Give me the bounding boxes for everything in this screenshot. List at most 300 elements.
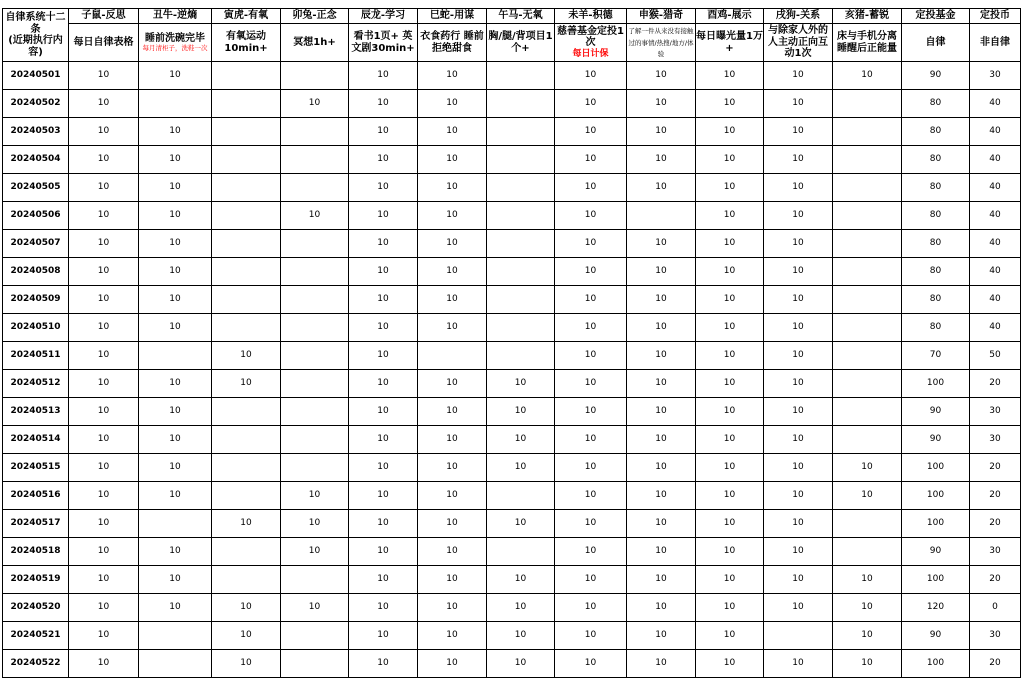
column-header-name[interactable]: 午马-无氧 bbox=[487, 9, 555, 24]
score-cell[interactable]: 10 bbox=[349, 650, 418, 678]
score-cell[interactable] bbox=[487, 202, 555, 230]
score-cell[interactable]: 10 bbox=[555, 566, 627, 594]
score-cell[interactable]: 10 bbox=[69, 62, 139, 90]
score-cell[interactable]: 10 bbox=[627, 258, 696, 286]
score-cell[interactable] bbox=[212, 90, 281, 118]
date-cell[interactable]: 20240516 bbox=[3, 482, 69, 510]
score-cell[interactable] bbox=[281, 258, 349, 286]
column-header-name[interactable]: 亥猪-蓄锐 bbox=[833, 9, 902, 24]
score-cell[interactable]: 10 bbox=[418, 566, 487, 594]
score-cell[interactable] bbox=[212, 454, 281, 482]
score-cell[interactable]: 10 bbox=[349, 566, 418, 594]
score-cell[interactable] bbox=[833, 426, 902, 454]
score-cell[interactable] bbox=[281, 342, 349, 370]
score-cell[interactable]: 10 bbox=[627, 314, 696, 342]
score-cell[interactable]: 40 bbox=[970, 314, 1021, 342]
score-cell[interactable] bbox=[139, 622, 212, 650]
score-cell[interactable]: 40 bbox=[970, 202, 1021, 230]
score-cell[interactable]: 10 bbox=[487, 398, 555, 426]
score-cell[interactable]: 100 bbox=[902, 482, 970, 510]
score-cell[interactable]: 80 bbox=[902, 258, 970, 286]
score-cell[interactable]: 10 bbox=[764, 454, 833, 482]
score-cell[interactable] bbox=[487, 118, 555, 146]
score-cell[interactable]: 10 bbox=[349, 342, 418, 370]
score-cell[interactable]: 10 bbox=[139, 566, 212, 594]
score-cell[interactable]: 10 bbox=[418, 370, 487, 398]
date-cell[interactable]: 20240503 bbox=[3, 118, 69, 146]
score-cell[interactable]: 10 bbox=[696, 62, 764, 90]
column-header-name[interactable]: 申猴-猎奇 bbox=[627, 9, 696, 24]
score-cell[interactable] bbox=[833, 118, 902, 146]
score-cell[interactable]: 10 bbox=[418, 90, 487, 118]
score-cell[interactable]: 10 bbox=[281, 90, 349, 118]
score-cell[interactable]: 10 bbox=[139, 202, 212, 230]
score-cell[interactable]: 10 bbox=[281, 510, 349, 538]
score-cell[interactable]: 10 bbox=[555, 510, 627, 538]
score-cell[interactable]: 10 bbox=[418, 622, 487, 650]
score-cell[interactable] bbox=[212, 118, 281, 146]
score-cell[interactable]: 10 bbox=[696, 90, 764, 118]
score-cell[interactable]: 10 bbox=[696, 482, 764, 510]
score-cell[interactable]: 20 bbox=[970, 650, 1021, 678]
score-cell[interactable]: 10 bbox=[555, 398, 627, 426]
date-cell[interactable]: 20240513 bbox=[3, 398, 69, 426]
score-cell[interactable]: 10 bbox=[555, 146, 627, 174]
date-cell[interactable]: 20240519 bbox=[3, 566, 69, 594]
score-cell[interactable]: 10 bbox=[764, 202, 833, 230]
score-cell[interactable]: 10 bbox=[627, 342, 696, 370]
score-cell[interactable]: 10 bbox=[349, 426, 418, 454]
score-cell[interactable]: 10 bbox=[69, 538, 139, 566]
score-cell[interactable]: 10 bbox=[764, 118, 833, 146]
score-cell[interactable] bbox=[212, 258, 281, 286]
score-cell[interactable]: 10 bbox=[418, 594, 487, 622]
score-cell[interactable]: 40 bbox=[970, 146, 1021, 174]
score-cell[interactable] bbox=[281, 146, 349, 174]
score-cell[interactable]: 20 bbox=[970, 370, 1021, 398]
score-cell[interactable] bbox=[281, 118, 349, 146]
date-cell[interactable]: 20240506 bbox=[3, 202, 69, 230]
score-cell[interactable]: 10 bbox=[418, 118, 487, 146]
score-cell[interactable]: 10 bbox=[696, 650, 764, 678]
column-header-description[interactable] bbox=[970, 24, 1021, 62]
score-cell[interactable]: 10 bbox=[418, 230, 487, 258]
score-cell[interactable]: 10 bbox=[69, 230, 139, 258]
score-cell[interactable]: 10 bbox=[487, 510, 555, 538]
score-cell[interactable]: 10 bbox=[555, 90, 627, 118]
score-cell[interactable]: 10 bbox=[555, 202, 627, 230]
score-cell[interactable]: 10 bbox=[69, 118, 139, 146]
date-cell[interactable]: 20240520 bbox=[3, 594, 69, 622]
score-cell[interactable] bbox=[212, 482, 281, 510]
score-cell[interactable]: 40 bbox=[970, 118, 1021, 146]
score-cell[interactable]: 40 bbox=[970, 230, 1021, 258]
date-cell[interactable]: 20240505 bbox=[3, 174, 69, 202]
score-cell[interactable]: 10 bbox=[764, 146, 833, 174]
score-cell[interactable]: 10 bbox=[139, 230, 212, 258]
score-cell[interactable]: 10 bbox=[281, 482, 349, 510]
score-cell[interactable]: 10 bbox=[349, 174, 418, 202]
score-cell[interactable]: 10 bbox=[555, 650, 627, 678]
score-cell[interactable]: 10 bbox=[696, 202, 764, 230]
score-cell[interactable]: 10 bbox=[139, 118, 212, 146]
column-header-name[interactable]: 丑牛-逆熵 bbox=[139, 9, 212, 24]
score-cell[interactable]: 10 bbox=[696, 398, 764, 426]
score-cell[interactable]: 10 bbox=[487, 566, 555, 594]
score-cell[interactable]: 80 bbox=[902, 230, 970, 258]
score-cell[interactable]: 10 bbox=[418, 314, 487, 342]
score-cell[interactable]: 10 bbox=[139, 146, 212, 174]
score-cell[interactable] bbox=[212, 426, 281, 454]
score-cell[interactable]: 10 bbox=[418, 398, 487, 426]
score-cell[interactable]: 10 bbox=[69, 146, 139, 174]
column-header-description[interactable] bbox=[487, 24, 555, 62]
score-cell[interactable]: 10 bbox=[349, 538, 418, 566]
column-header-description[interactable] bbox=[69, 24, 139, 62]
date-cell[interactable]: 20240512 bbox=[3, 370, 69, 398]
score-cell[interactable]: 10 bbox=[139, 174, 212, 202]
score-cell[interactable]: 10 bbox=[69, 174, 139, 202]
score-cell[interactable]: 10 bbox=[69, 342, 139, 370]
date-cell[interactable]: 20240504 bbox=[3, 146, 69, 174]
score-cell[interactable]: 10 bbox=[69, 622, 139, 650]
score-cell[interactable] bbox=[212, 174, 281, 202]
score-cell[interactable]: 10 bbox=[555, 482, 627, 510]
score-cell[interactable]: 10 bbox=[696, 370, 764, 398]
score-cell[interactable] bbox=[281, 174, 349, 202]
date-cell[interactable]: 20240509 bbox=[3, 286, 69, 314]
score-cell[interactable]: 100 bbox=[902, 510, 970, 538]
score-cell[interactable] bbox=[833, 538, 902, 566]
score-cell[interactable] bbox=[833, 510, 902, 538]
score-cell[interactable] bbox=[487, 230, 555, 258]
score-cell[interactable] bbox=[764, 622, 833, 650]
score-cell[interactable] bbox=[212, 314, 281, 342]
score-cell[interactable]: 10 bbox=[555, 118, 627, 146]
score-cell[interactable]: 10 bbox=[349, 62, 418, 90]
score-cell[interactable]: 10 bbox=[696, 622, 764, 650]
column-header-description[interactable] bbox=[696, 24, 764, 62]
score-cell[interactable] bbox=[212, 538, 281, 566]
score-cell[interactable]: 10 bbox=[627, 594, 696, 622]
date-cell[interactable]: 20240517 bbox=[3, 510, 69, 538]
column-header-description[interactable] bbox=[833, 24, 902, 62]
score-cell[interactable] bbox=[833, 230, 902, 258]
score-cell[interactable]: 10 bbox=[696, 538, 764, 566]
score-cell[interactable]: 10 bbox=[349, 370, 418, 398]
score-cell[interactable]: 10 bbox=[349, 482, 418, 510]
score-cell[interactable]: 10 bbox=[212, 370, 281, 398]
score-cell[interactable] bbox=[627, 202, 696, 230]
score-cell[interactable]: 10 bbox=[69, 90, 139, 118]
score-cell[interactable]: 10 bbox=[349, 286, 418, 314]
score-cell[interactable]: 10 bbox=[764, 594, 833, 622]
column-header-description[interactable] bbox=[281, 24, 349, 62]
score-cell[interactable]: 10 bbox=[418, 286, 487, 314]
score-cell[interactable]: 30 bbox=[970, 622, 1021, 650]
date-cell[interactable]: 20240515 bbox=[3, 454, 69, 482]
score-cell[interactable]: 90 bbox=[902, 538, 970, 566]
score-cell[interactable]: 30 bbox=[970, 62, 1021, 90]
score-cell[interactable]: 90 bbox=[902, 426, 970, 454]
score-cell[interactable]: 10 bbox=[69, 314, 139, 342]
score-cell[interactable]: 80 bbox=[902, 314, 970, 342]
score-cell[interactable] bbox=[833, 258, 902, 286]
date-cell[interactable]: 20240518 bbox=[3, 538, 69, 566]
score-cell[interactable]: 10 bbox=[69, 370, 139, 398]
score-cell[interactable] bbox=[487, 146, 555, 174]
score-cell[interactable] bbox=[833, 314, 902, 342]
score-cell[interactable]: 10 bbox=[555, 594, 627, 622]
date-cell[interactable]: 20240522 bbox=[3, 650, 69, 678]
score-cell[interactable]: 10 bbox=[555, 426, 627, 454]
score-cell[interactable]: 90 bbox=[902, 62, 970, 90]
score-cell[interactable]: 10 bbox=[281, 202, 349, 230]
score-cell[interactable]: 10 bbox=[696, 286, 764, 314]
score-cell[interactable]: 10 bbox=[696, 314, 764, 342]
score-cell[interactable]: 10 bbox=[833, 482, 902, 510]
column-header-description[interactable] bbox=[418, 24, 487, 62]
score-cell[interactable]: 10 bbox=[349, 314, 418, 342]
score-cell[interactable]: 10 bbox=[627, 62, 696, 90]
score-cell[interactable]: 10 bbox=[281, 538, 349, 566]
score-cell[interactable]: 10 bbox=[833, 62, 902, 90]
score-cell[interactable]: 10 bbox=[696, 146, 764, 174]
score-cell[interactable] bbox=[281, 454, 349, 482]
score-cell[interactable]: 10 bbox=[418, 426, 487, 454]
score-cell[interactable]: 10 bbox=[696, 594, 764, 622]
score-cell[interactable]: 10 bbox=[764, 566, 833, 594]
score-cell[interactable]: 80 bbox=[902, 118, 970, 146]
score-cell[interactable]: 10 bbox=[139, 594, 212, 622]
score-cell[interactable] bbox=[212, 230, 281, 258]
score-cell[interactable]: 10 bbox=[764, 482, 833, 510]
score-cell[interactable]: 10 bbox=[349, 622, 418, 650]
score-cell[interactable]: 10 bbox=[833, 650, 902, 678]
score-cell[interactable]: 10 bbox=[833, 454, 902, 482]
score-cell[interactable]: 10 bbox=[418, 174, 487, 202]
score-cell[interactable] bbox=[139, 650, 212, 678]
score-cell[interactable]: 10 bbox=[139, 286, 212, 314]
score-cell[interactable]: 10 bbox=[418, 454, 487, 482]
score-cell[interactable]: 10 bbox=[627, 118, 696, 146]
score-cell[interactable]: 10 bbox=[764, 538, 833, 566]
score-cell[interactable] bbox=[487, 286, 555, 314]
score-cell[interactable]: 10 bbox=[349, 398, 418, 426]
column-header-name[interactable]: 定投币 bbox=[970, 9, 1021, 24]
score-cell[interactable] bbox=[281, 62, 349, 90]
column-header-description[interactable] bbox=[764, 24, 833, 62]
score-cell[interactable]: 10 bbox=[627, 174, 696, 202]
score-cell[interactable]: 10 bbox=[555, 286, 627, 314]
score-cell[interactable]: 10 bbox=[212, 594, 281, 622]
score-cell[interactable]: 10 bbox=[696, 258, 764, 286]
score-cell[interactable] bbox=[833, 146, 902, 174]
score-cell[interactable]: 90 bbox=[902, 622, 970, 650]
score-cell[interactable]: 100 bbox=[902, 454, 970, 482]
score-cell[interactable]: 20 bbox=[970, 510, 1021, 538]
column-header-name[interactable]: 戌狗-关系 bbox=[764, 9, 833, 24]
column-header-name[interactable]: 辰龙-学习 bbox=[349, 9, 418, 24]
score-cell[interactable]: 10 bbox=[418, 510, 487, 538]
score-cell[interactable]: 80 bbox=[902, 202, 970, 230]
score-cell[interactable] bbox=[281, 650, 349, 678]
date-cell[interactable]: 20240514 bbox=[3, 426, 69, 454]
score-cell[interactable]: 10 bbox=[764, 398, 833, 426]
score-cell[interactable]: 10 bbox=[418, 482, 487, 510]
score-cell[interactable]: 10 bbox=[69, 258, 139, 286]
score-cell[interactable]: 10 bbox=[764, 174, 833, 202]
score-cell[interactable]: 30 bbox=[970, 538, 1021, 566]
score-cell[interactable]: 10 bbox=[555, 370, 627, 398]
date-cell[interactable]: 20240501 bbox=[3, 62, 69, 90]
score-cell[interactable]: 10 bbox=[627, 398, 696, 426]
column-header-description[interactable] bbox=[555, 24, 627, 62]
score-cell[interactable] bbox=[833, 202, 902, 230]
score-cell[interactable]: 10 bbox=[627, 426, 696, 454]
score-cell[interactable] bbox=[487, 482, 555, 510]
score-cell[interactable]: 10 bbox=[349, 90, 418, 118]
score-cell[interactable]: 20 bbox=[970, 566, 1021, 594]
corner-title-cell[interactable] bbox=[3, 9, 69, 62]
score-cell[interactable]: 10 bbox=[349, 202, 418, 230]
score-cell[interactable]: 10 bbox=[627, 622, 696, 650]
score-cell[interactable]: 10 bbox=[212, 622, 281, 650]
column-header-description[interactable] bbox=[627, 24, 696, 62]
score-cell[interactable]: 10 bbox=[627, 566, 696, 594]
score-cell[interactable]: 10 bbox=[139, 370, 212, 398]
score-cell[interactable]: 10 bbox=[764, 258, 833, 286]
score-cell[interactable]: 10 bbox=[487, 650, 555, 678]
score-cell[interactable]: 10 bbox=[764, 230, 833, 258]
score-cell[interactable]: 10 bbox=[764, 370, 833, 398]
score-cell[interactable] bbox=[833, 342, 902, 370]
score-cell[interactable]: 10 bbox=[487, 426, 555, 454]
score-cell[interactable]: 70 bbox=[902, 342, 970, 370]
score-cell[interactable]: 10 bbox=[487, 622, 555, 650]
score-cell[interactable] bbox=[833, 370, 902, 398]
date-cell[interactable]: 20240511 bbox=[3, 342, 69, 370]
score-cell[interactable] bbox=[487, 62, 555, 90]
score-cell[interactable]: 10 bbox=[212, 510, 281, 538]
score-cell[interactable]: 10 bbox=[349, 594, 418, 622]
score-cell[interactable] bbox=[487, 314, 555, 342]
column-header-description[interactable] bbox=[349, 24, 418, 62]
score-cell[interactable] bbox=[281, 230, 349, 258]
score-cell[interactable]: 10 bbox=[627, 510, 696, 538]
score-cell[interactable]: 10 bbox=[627, 286, 696, 314]
score-cell[interactable]: 10 bbox=[139, 258, 212, 286]
score-cell[interactable]: 10 bbox=[833, 566, 902, 594]
score-cell[interactable]: 10 bbox=[627, 482, 696, 510]
score-cell[interactable] bbox=[487, 90, 555, 118]
score-cell[interactable]: 10 bbox=[627, 538, 696, 566]
score-cell[interactable]: 10 bbox=[696, 510, 764, 538]
score-cell[interactable]: 10 bbox=[69, 482, 139, 510]
score-cell[interactable]: 10 bbox=[418, 202, 487, 230]
score-cell[interactable]: 10 bbox=[696, 342, 764, 370]
score-cell[interactable]: 10 bbox=[627, 650, 696, 678]
score-cell[interactable]: 10 bbox=[349, 230, 418, 258]
score-cell[interactable]: 10 bbox=[696, 426, 764, 454]
score-cell[interactable]: 10 bbox=[418, 650, 487, 678]
score-cell[interactable] bbox=[212, 202, 281, 230]
score-cell[interactable] bbox=[281, 622, 349, 650]
column-header-name[interactable]: 卯兔-正念 bbox=[281, 9, 349, 24]
score-cell[interactable]: 40 bbox=[970, 90, 1021, 118]
score-cell[interactable]: 10 bbox=[764, 510, 833, 538]
date-cell[interactable]: 20240521 bbox=[3, 622, 69, 650]
score-cell[interactable]: 50 bbox=[970, 342, 1021, 370]
score-cell[interactable]: 10 bbox=[349, 510, 418, 538]
score-cell[interactable]: 10 bbox=[555, 622, 627, 650]
score-cell[interactable]: 30 bbox=[970, 426, 1021, 454]
score-cell[interactable]: 10 bbox=[69, 286, 139, 314]
score-cell[interactable] bbox=[281, 566, 349, 594]
score-cell[interactable]: 20 bbox=[970, 482, 1021, 510]
date-cell[interactable]: 20240502 bbox=[3, 90, 69, 118]
score-cell[interactable]: 10 bbox=[69, 594, 139, 622]
score-cell[interactable] bbox=[281, 314, 349, 342]
score-cell[interactable]: 10 bbox=[627, 146, 696, 174]
score-cell[interactable]: 10 bbox=[764, 342, 833, 370]
column-header-name[interactable]: 酉鸡-展示 bbox=[696, 9, 764, 24]
score-cell[interactable]: 10 bbox=[833, 594, 902, 622]
score-cell[interactable]: 90 bbox=[902, 398, 970, 426]
score-cell[interactable]: 120 bbox=[902, 594, 970, 622]
score-cell[interactable]: 10 bbox=[764, 426, 833, 454]
column-header-name[interactable]: 子鼠-反思 bbox=[69, 9, 139, 24]
score-cell[interactable]: 10 bbox=[555, 230, 627, 258]
score-cell[interactable] bbox=[212, 286, 281, 314]
score-cell[interactable] bbox=[833, 286, 902, 314]
score-cell[interactable] bbox=[281, 286, 349, 314]
score-cell[interactable]: 40 bbox=[970, 286, 1021, 314]
score-cell[interactable]: 10 bbox=[555, 538, 627, 566]
score-cell[interactable]: 10 bbox=[555, 62, 627, 90]
score-cell[interactable]: 10 bbox=[764, 286, 833, 314]
score-cell[interactable]: 10 bbox=[349, 118, 418, 146]
score-cell[interactable]: 10 bbox=[627, 230, 696, 258]
score-cell[interactable]: 10 bbox=[139, 314, 212, 342]
score-cell[interactable]: 10 bbox=[139, 62, 212, 90]
score-cell[interactable] bbox=[281, 426, 349, 454]
score-cell[interactable]: 10 bbox=[555, 342, 627, 370]
score-cell[interactable]: 10 bbox=[555, 258, 627, 286]
score-cell[interactable]: 10 bbox=[696, 174, 764, 202]
score-cell[interactable]: 0 bbox=[970, 594, 1021, 622]
score-cell[interactable] bbox=[281, 398, 349, 426]
score-cell[interactable]: 10 bbox=[349, 258, 418, 286]
score-cell[interactable]: 10 bbox=[139, 398, 212, 426]
score-cell[interactable]: 10 bbox=[139, 538, 212, 566]
score-cell[interactable]: 10 bbox=[139, 454, 212, 482]
score-cell[interactable]: 10 bbox=[418, 258, 487, 286]
score-cell[interactable] bbox=[212, 398, 281, 426]
score-cell[interactable] bbox=[139, 342, 212, 370]
score-cell[interactable]: 10 bbox=[696, 454, 764, 482]
score-cell[interactable]: 10 bbox=[627, 454, 696, 482]
score-cell[interactable]: 10 bbox=[69, 510, 139, 538]
score-cell[interactable]: 10 bbox=[69, 398, 139, 426]
score-cell[interactable] bbox=[281, 370, 349, 398]
score-cell[interactable]: 100 bbox=[902, 370, 970, 398]
score-cell[interactable]: 30 bbox=[970, 398, 1021, 426]
score-cell[interactable] bbox=[418, 342, 487, 370]
score-cell[interactable]: 10 bbox=[139, 426, 212, 454]
score-cell[interactable]: 10 bbox=[418, 538, 487, 566]
score-cell[interactable]: 10 bbox=[764, 314, 833, 342]
